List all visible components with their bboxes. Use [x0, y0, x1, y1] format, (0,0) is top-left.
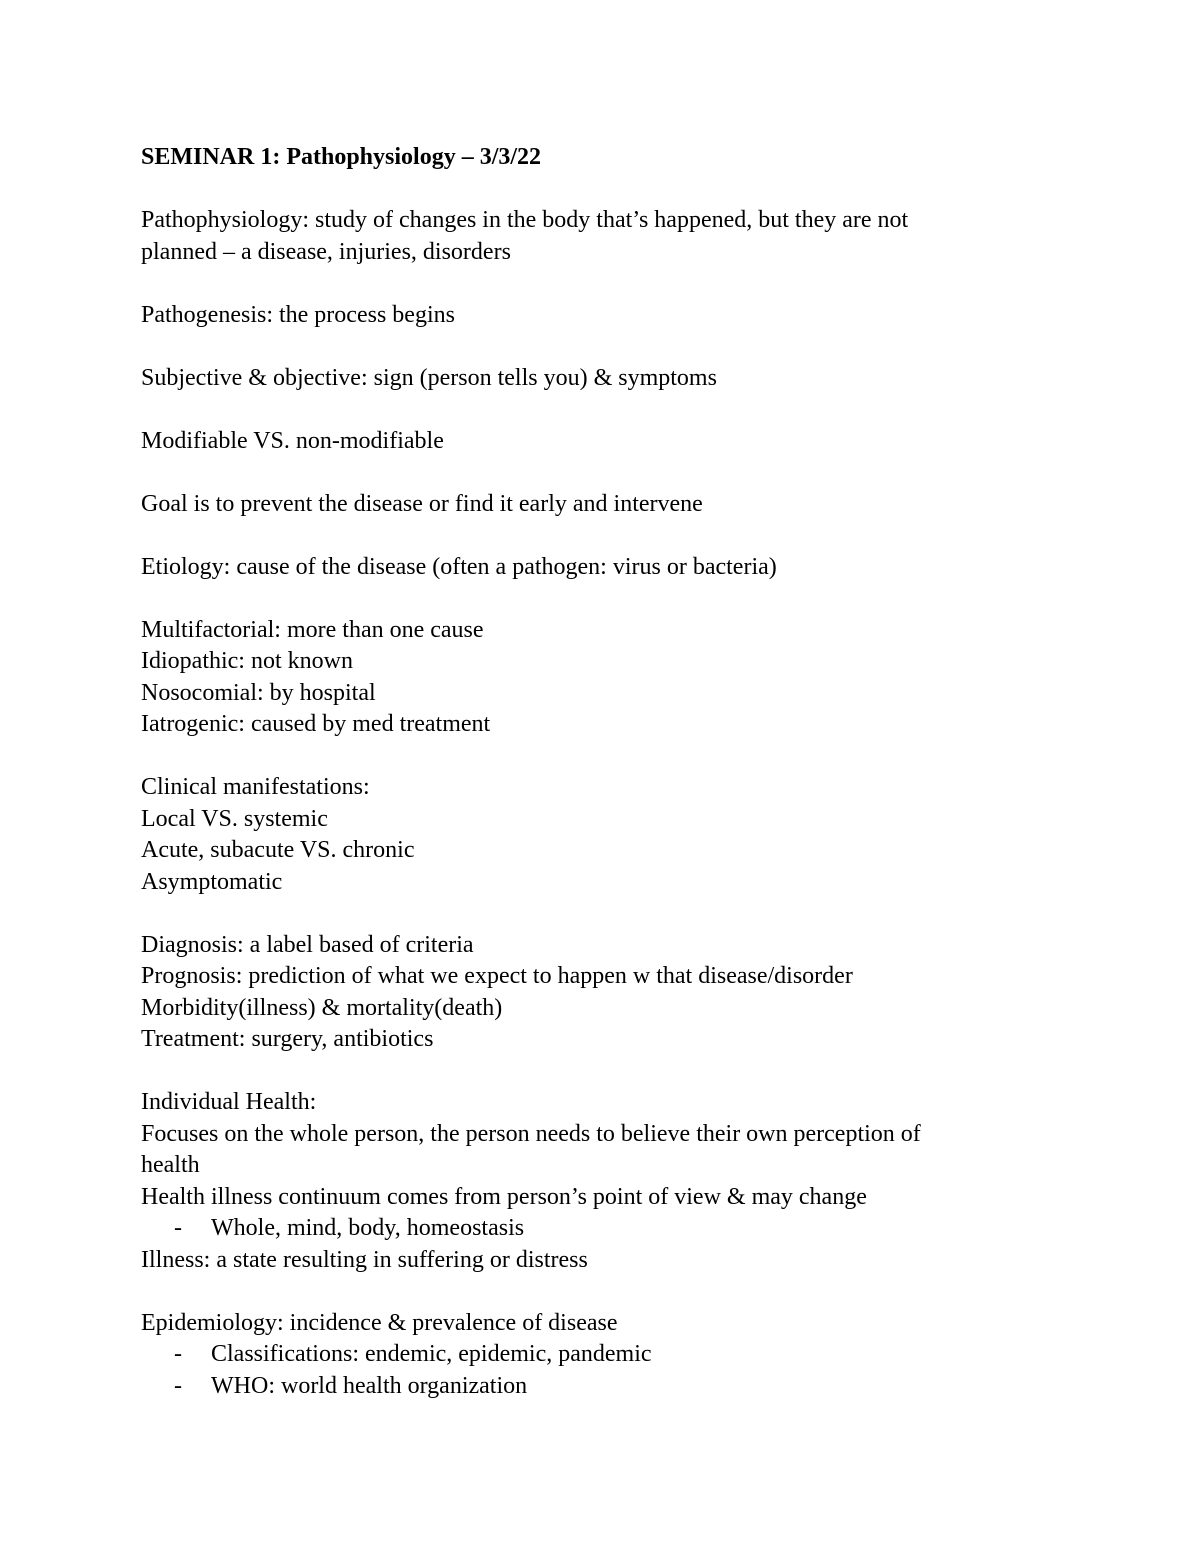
spacer	[141, 898, 1061, 930]
clinical-asymptomatic: Asymptomatic	[141, 868, 283, 895]
spacer	[141, 520, 1061, 552]
spacer	[141, 1056, 1061, 1088]
spacer	[141, 174, 1061, 206]
spacer	[141, 268, 1061, 300]
bullet-dash: -	[174, 1372, 182, 1399]
document-title: SEMINAR 1: Pathophysiology – 3/3/22	[141, 144, 542, 170]
cause-idiopathic: Idiopathic: not known	[141, 648, 353, 674]
clinical-acute-chronic: Acute, subacute VS. chronic	[141, 837, 415, 863]
individual-health-heading: Individual Health:	[141, 1089, 317, 1115]
etiology-definition: Etiology: cause of the disease (often a pathogen: virus or bacteria)	[141, 553, 777, 580]
bullet-text: WHO: world health organization	[211, 1372, 528, 1399]
cause-multifactorial: Multifactorial: more than one cause	[141, 616, 484, 643]
epidemiology-heading: Epidemiology: incidence & prevalence of disease	[141, 1309, 618, 1336]
subjective-objective-note: Subjective & objective: sign (person tells you) & symptoms	[141, 364, 717, 391]
bullet-text: Whole, mind, body, homeostasis	[211, 1215, 525, 1241]
spacer	[141, 583, 1061, 615]
pathophysiology-definition-line-2: planned – a disease, injuries, disorders	[141, 238, 511, 265]
individual-health-focus-line-2: health	[141, 1152, 200, 1178]
individual-health-focus-line-1: Focuses on the whole person, the person needs to believe their own perception of	[141, 1120, 921, 1147]
bullet-list-item	[141, 1339, 1061, 1371]
prognosis-definition: Prognosis: prediction of what we expect to happen w that disease/disorder	[141, 963, 853, 989]
clinical-local-systemic: Local VS. systemic	[141, 805, 328, 832]
health-illness-continuum-note: Health illness continuum comes from person’s point of view & may change	[141, 1183, 867, 1210]
bullet-list-item	[141, 1213, 1061, 1245]
pathogenesis-definition: Pathogenesis: the process begins	[141, 301, 455, 328]
cause-nosocomial: Nosocomial: by hospital	[141, 679, 376, 706]
pathophysiology-definition-line-1: Pathophysiology: study of changes in the body that’s happened, but they are not	[141, 207, 909, 233]
bullet-list-item	[141, 1371, 1061, 1403]
spacer	[141, 1276, 1061, 1308]
morbidity-mortality-note: Morbidity(illness) & mortality(death)	[141, 994, 503, 1021]
illness-definition: Illness: a state resulting in suffering or distress	[141, 1246, 588, 1273]
goal-note: Goal is to prevent the disease or find it early and intervene	[141, 490, 703, 517]
treatment-note: Treatment: surgery, antibiotics	[141, 1026, 434, 1052]
spacer	[141, 741, 1061, 773]
bullet-text: Classifications: endemic, epidemic, pandemic	[211, 1341, 652, 1367]
diagnosis-definition: Diagnosis: a label based of criteria	[141, 931, 474, 958]
bullet-dash: -	[174, 1215, 182, 1241]
spacer	[141, 394, 1061, 426]
bullet-dash: -	[174, 1341, 182, 1367]
clinical-manifestations-heading: Clinical manifestations:	[141, 774, 370, 800]
cause-iatrogenic: Iatrogenic: caused by med treatment	[141, 711, 491, 737]
spacer	[141, 331, 1061, 363]
spacer	[141, 457, 1061, 489]
document-body	[141, 142, 1061, 1402]
modifiable-note: Modifiable VS. non-modifiable	[141, 427, 444, 454]
